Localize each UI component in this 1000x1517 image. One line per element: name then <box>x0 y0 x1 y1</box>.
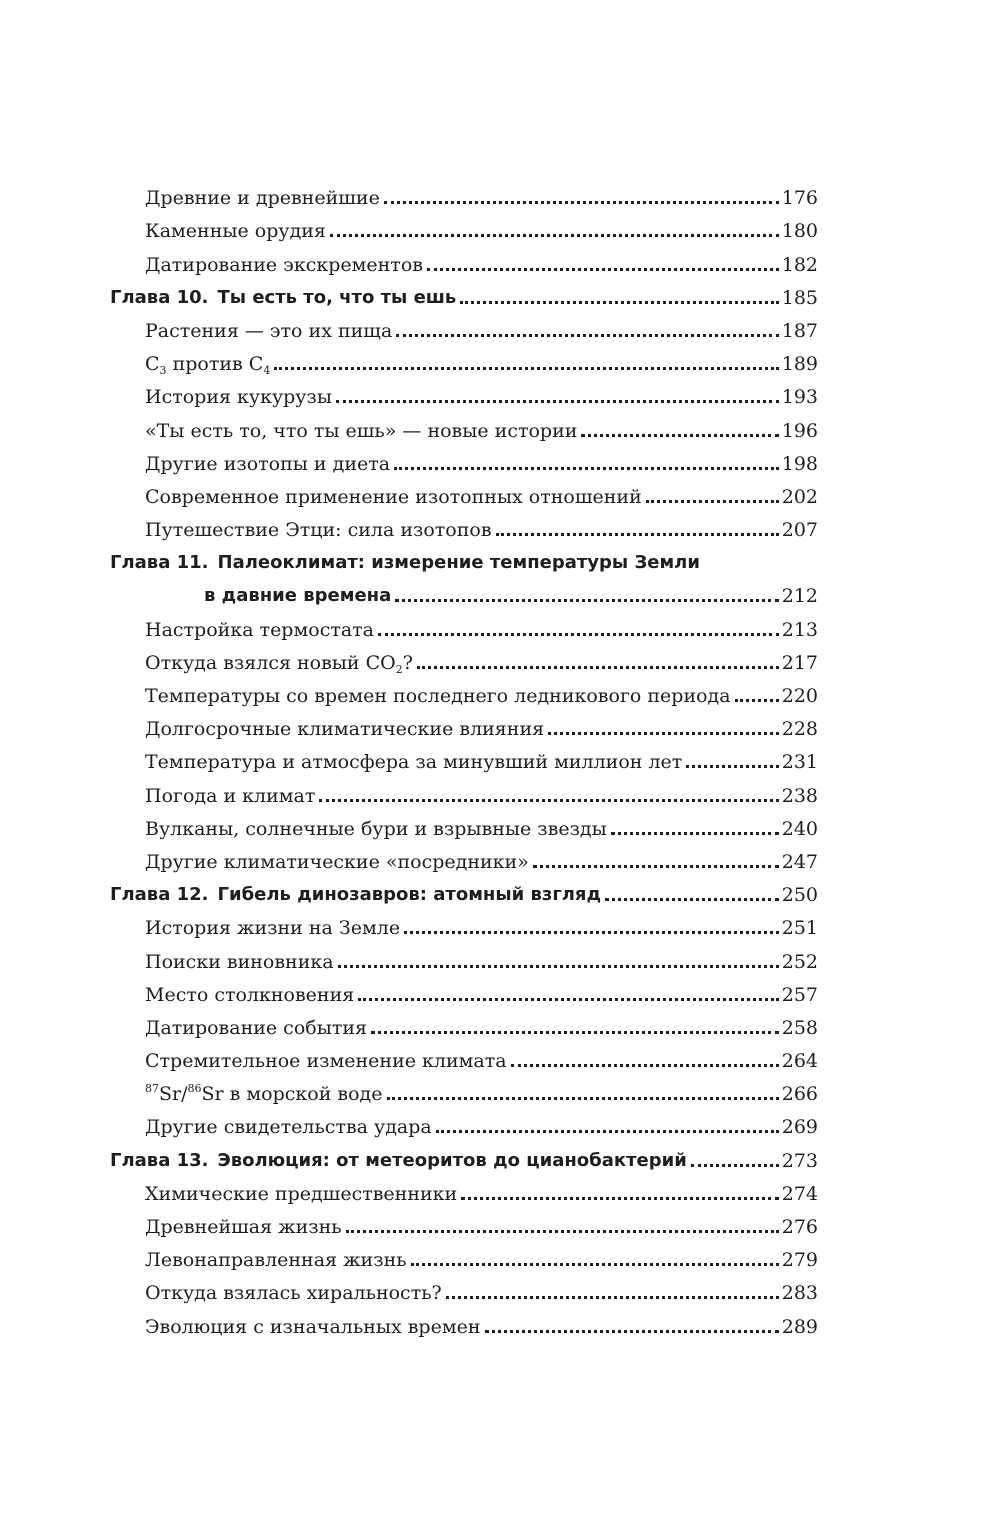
toc-entry-page: 276 <box>781 1216 818 1238</box>
toc-chapter-title: в давние времена <box>204 585 392 607</box>
dot-leader <box>378 633 779 636</box>
toc-chapter-title <box>110 287 456 309</box>
toc-entry-page: 269 <box>781 1116 818 1139</box>
toc-entry-title: Другие климатические «посредники» <box>145 850 529 873</box>
dot-leader <box>384 201 779 204</box>
dot-leader <box>358 998 779 1001</box>
toc-entry-title: Долгосрочные климатические влияния <box>145 718 545 741</box>
toc-entry[interactable] <box>110 842 818 875</box>
toc-entry[interactable] <box>110 1306 818 1339</box>
dot-leader <box>387 1097 779 1100</box>
toc-entry[interactable] <box>110 344 818 377</box>
dot-leader <box>533 865 779 868</box>
toc-entry-page: 185 <box>781 286 818 309</box>
toc-entry-title: Датирование события <box>145 1016 367 1039</box>
dot-leader <box>411 1263 779 1266</box>
dot-leader <box>581 434 778 437</box>
toc-entry[interactable] <box>110 377 818 410</box>
title-part: Sr/ <box>159 1083 188 1106</box>
dot-leader <box>319 799 778 802</box>
dot-leader <box>346 1230 779 1233</box>
toc-entry[interactable] <box>110 1240 818 1273</box>
toc-entry-page: 180 <box>781 220 818 243</box>
toc-entry-page: 240 <box>781 817 818 840</box>
toc-entry-page: 257 <box>781 983 818 1006</box>
chapter-number: Глава 13. <box>110 1149 209 1171</box>
toc-entry-title: История жизни на Земле <box>145 917 401 940</box>
chapter-number: Глава 11. <box>110 552 209 574</box>
dot-leader <box>461 1197 779 1200</box>
superscript: 86 <box>187 1082 202 1096</box>
dot-leader <box>691 1164 779 1167</box>
toc-entry-page: 217 <box>781 651 818 674</box>
toc-entry-page: 264 <box>781 1050 818 1073</box>
toc-chapter-title <box>110 552 700 574</box>
toc-entry-title: Растения — это их пища <box>145 319 393 342</box>
toc-entry-title: Вулканы, солнечные бури и взрывные звезды <box>145 817 607 840</box>
superscript: 87 <box>145 1082 159 1096</box>
chapter-number: Глава 10. <box>110 286 209 308</box>
toc-entry[interactable] <box>110 244 818 277</box>
toc-entry-page: 258 <box>781 1016 818 1039</box>
toc-entry-title: Погода и климат <box>145 784 316 807</box>
toc-entry[interactable] <box>110 941 818 974</box>
title-part: Sr в морской воде <box>201 1083 383 1106</box>
toc-entry-title: Химические предшественники <box>145 1182 458 1205</box>
chapter-number: Глава 12. <box>110 884 209 906</box>
dot-leader <box>274 367 778 370</box>
toc-entry-page: 283 <box>781 1282 818 1305</box>
toc-chapter[interactable] <box>110 875 818 908</box>
toc-entry-title <box>145 652 413 674</box>
chapter-title-text: Гибель динозавров: атомный взгляд <box>217 884 602 906</box>
chapter-title-text: Палеоклимат: измерение температуры Земли <box>217 552 700 574</box>
toc-entry[interactable] <box>110 676 818 709</box>
dot-leader <box>735 699 779 702</box>
toc-entry[interactable] <box>110 178 818 211</box>
toc-entry[interactable] <box>110 1008 818 1041</box>
toc-entry[interactable] <box>110 643 818 676</box>
toc-entry-title: Поиски виновника <box>145 950 334 973</box>
toc-entry[interactable] <box>110 1041 818 1074</box>
toc-entry-title: Температура и атмосфера за минувший миллион лет <box>145 751 683 774</box>
toc-entry-title: Каменные орудия <box>145 220 326 243</box>
dot-leader <box>686 765 778 768</box>
subscript: 3 <box>159 364 167 378</box>
dot-leader <box>330 234 779 237</box>
toc-entry-page: 198 <box>781 452 818 475</box>
dot-leader <box>611 832 779 835</box>
dot-leader <box>460 301 778 304</box>
dot-leader <box>394 467 779 470</box>
toc-entry-title: Стремительное изменение климата <box>145 1050 507 1073</box>
dot-leader <box>395 599 778 602</box>
toc-entry-title: Место столкновения <box>145 983 355 1006</box>
toc-entry-page: 266 <box>781 1083 818 1106</box>
dot-leader <box>646 500 779 503</box>
toc-entry[interactable] <box>110 410 818 443</box>
toc-entry[interactable] <box>110 1174 818 1207</box>
dot-leader <box>338 965 779 968</box>
dot-leader <box>605 898 779 901</box>
toc-entry-page: 220 <box>781 685 818 707</box>
dot-leader <box>446 1296 779 1299</box>
dot-leader <box>496 533 779 536</box>
toc-entry-title: Другие изотопы и диета <box>145 452 391 475</box>
toc-entry-title: Откуда взялась хиральность? <box>145 1282 442 1305</box>
toc-entry-title: Путешествие Этци: сила изотопов <box>145 519 492 542</box>
table-of-contents <box>110 178 818 1340</box>
toc-entry-title: «Ты есть то, что ты ешь» — новые истории <box>145 419 578 442</box>
subscript: 2 <box>395 662 403 676</box>
toc-entry[interactable] <box>110 1207 818 1240</box>
toc-entry-page: 202 <box>781 485 818 508</box>
toc-entry-title: Температуры со времен последнего ледникового периода <box>145 685 731 707</box>
toc-entry-title <box>145 353 271 378</box>
title-part: Откуда взялся новый CO <box>145 651 396 674</box>
toc-entry[interactable] <box>110 510 818 543</box>
dot-leader <box>548 732 779 735</box>
toc-entry-page: 238 <box>781 784 818 807</box>
toc-entry-page: 251 <box>781 917 818 940</box>
dot-leader <box>396 334 778 337</box>
toc-entry[interactable] <box>110 1273 818 1306</box>
dot-leader <box>417 666 779 669</box>
toc-entry-page: 196 <box>781 419 818 442</box>
dot-leader <box>336 400 779 403</box>
toc-entry-page: 273 <box>781 1149 818 1172</box>
toc-entry-title: Эволюция с изначальных времен <box>145 1315 481 1338</box>
dot-leader <box>436 1130 779 1133</box>
dot-leader <box>485 1330 779 1333</box>
toc-entry-title: Датирование экскрементов <box>145 253 423 276</box>
toc-chapter[interactable] <box>110 1140 818 1173</box>
toc-chapter[interactable] <box>110 278 818 311</box>
chapter-title-text: Ты есть то, что ты ешь <box>217 286 457 308</box>
toc-entry-page: 250 <box>781 884 818 907</box>
toc-entry-page: 182 <box>781 253 818 276</box>
toc-entry[interactable] <box>110 809 818 842</box>
toc-entry-page: 274 <box>781 1182 818 1205</box>
toc-entry-title: Древнейшая жизнь <box>145 1216 342 1238</box>
toc-entry[interactable] <box>110 1074 818 1107</box>
toc-entry-page: 252 <box>781 950 818 973</box>
toc-entry-title: Древние и древнейшие <box>145 187 380 210</box>
toc-entry-page: 231 <box>781 751 818 774</box>
toc-entry[interactable] <box>110 975 818 1008</box>
toc-entry-page: 187 <box>781 319 818 342</box>
toc-entry-title: Настройка термостата <box>145 618 375 641</box>
dot-leader <box>371 1031 779 1034</box>
toc-entry-page: 228 <box>781 718 818 741</box>
toc-entry[interactable] <box>110 709 818 742</box>
title-part: C <box>145 353 160 376</box>
toc-entry-title: Другие свидетельства удара <box>145 1116 432 1139</box>
toc-entry-title <box>145 1083 383 1105</box>
toc-entry-page: 213 <box>781 618 818 641</box>
toc-entry[interactable] <box>110 609 818 642</box>
toc-chapter[interactable] <box>110 543 818 576</box>
dot-leader <box>511 1064 779 1067</box>
toc-entry[interactable] <box>110 1107 818 1140</box>
toc-entry[interactable] <box>110 775 818 808</box>
toc-entry[interactable] <box>110 908 818 941</box>
toc-entry-page: 212 <box>781 585 818 608</box>
toc-entry-title: Современное применение изотопных отношений <box>145 485 642 508</box>
toc-entry[interactable] <box>110 311 818 344</box>
dot-leader <box>404 931 779 934</box>
toc-entry-page: 279 <box>781 1249 818 1272</box>
toc-entry-page: 247 <box>781 850 818 873</box>
toc-chapter-title <box>110 1150 687 1172</box>
toc-entry-page: 193 <box>781 386 818 409</box>
toc-entry[interactable] <box>110 444 818 477</box>
toc-entry-title: Левонаправленная жизнь <box>145 1249 407 1272</box>
chapter-title-text: Эволюция: от метеоритов до цианобактерий <box>217 1149 687 1171</box>
toc-entry-page: 207 <box>781 519 818 542</box>
title-part: ? <box>402 651 413 674</box>
toc-chapter-continuation[interactable] <box>110 576 818 609</box>
title-part: против C <box>166 353 264 376</box>
toc-chapter-title <box>110 884 601 906</box>
toc-entry-page: 289 <box>781 1315 818 1338</box>
toc-entry-page: 189 <box>781 353 818 376</box>
toc-entry-title: История кукурузы <box>145 386 332 409</box>
toc-entry[interactable] <box>110 211 818 244</box>
toc-entry[interactable] <box>110 742 818 775</box>
subscript: 4 <box>263 364 271 378</box>
toc-entry-page: 176 <box>781 187 818 210</box>
toc-entry[interactable] <box>110 477 818 510</box>
dot-leader <box>427 268 779 271</box>
